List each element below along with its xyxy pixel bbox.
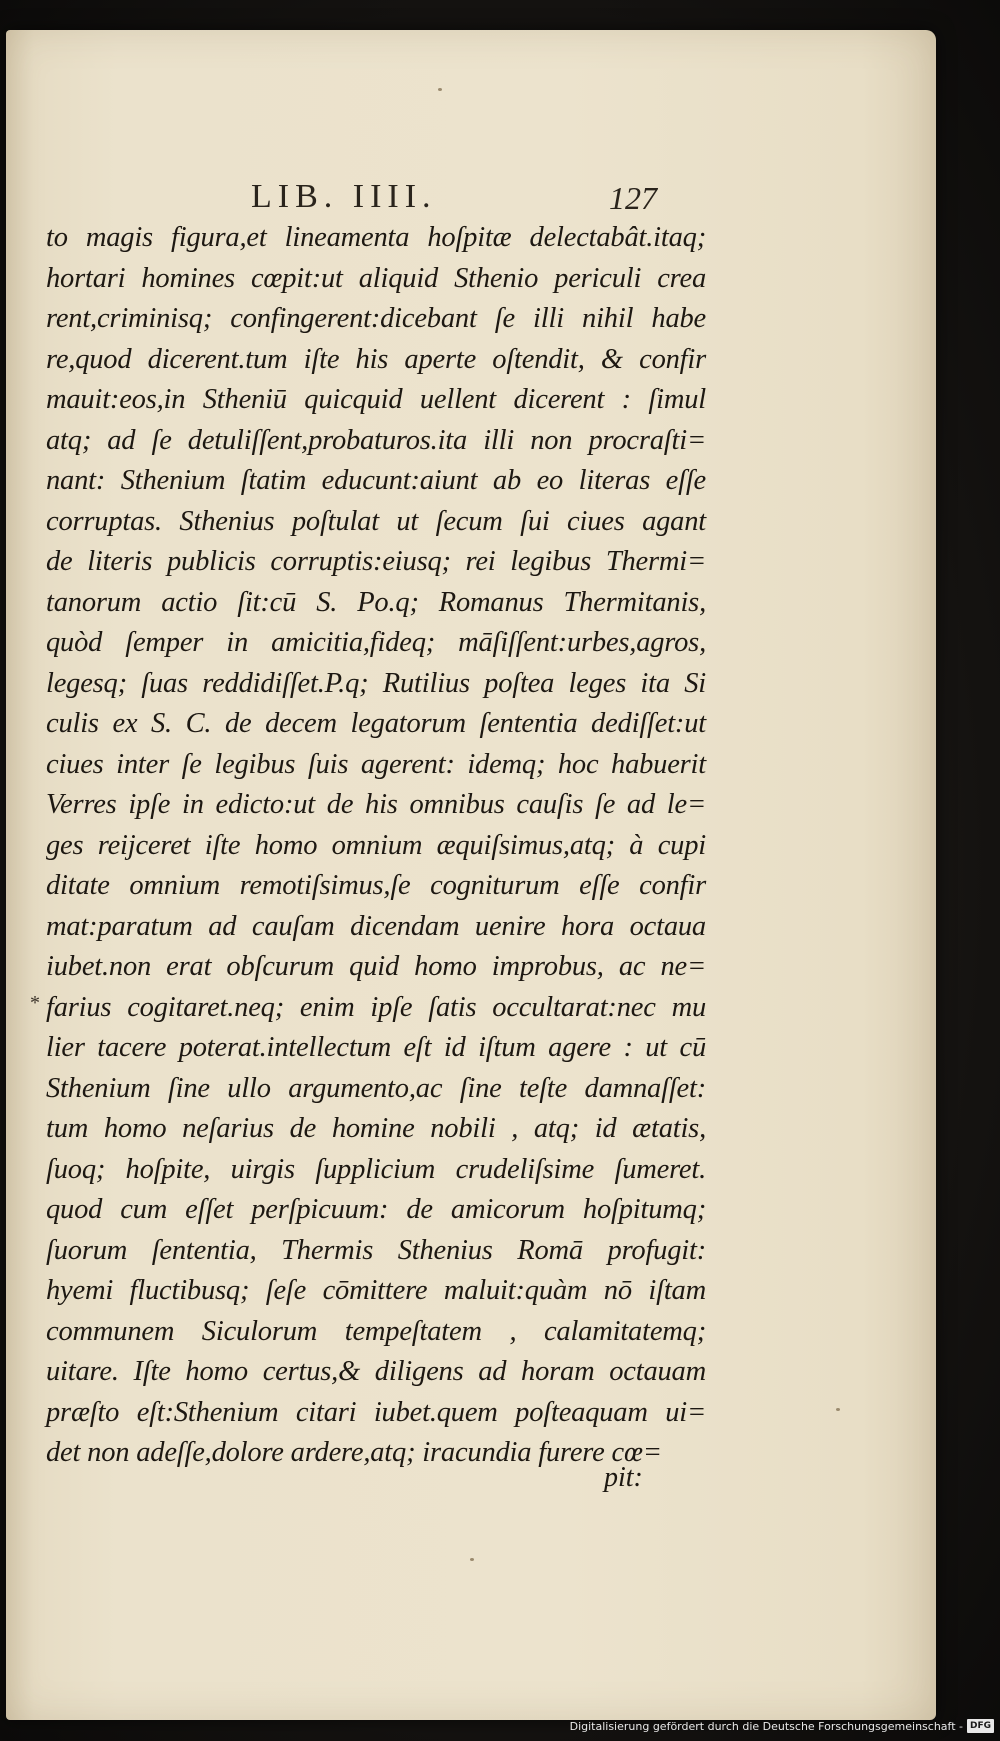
text-line: corruptas. Sthenius poſtulat ut ſecum ſui ciues agant	[46, 505, 706, 537]
text-line: farius cogitaret.neq; enim ipſe ſatis occultarat:nec mu	[46, 991, 706, 1023]
margin-mark: *	[30, 992, 40, 1014]
digitization-credit	[570, 1717, 994, 1735]
text-line: ditate omnium remotiſsimus,ſe cogniturum eſſe confir	[46, 870, 706, 901]
text-line: atq; ad ſe detuliſſent,probaturos.ita illi non procraſti=	[46, 424, 706, 456]
text-line: hortari homines cœpit:ut aliquid Sthenio periculi crea	[46, 262, 706, 294]
text-line: tanorum actio ſit:cū S. Po.q; Romanus Thermitanis,	[46, 586, 706, 618]
text-line: mauit:eos,in Stheniū quicquid uellent dicerent : ſimul	[46, 384, 706, 415]
credit-text: Digitalisierung gefördert durch die Deutsche Forschungsgemeinschaft -	[569, 1719, 963, 1733]
dfg-logo-icon: DFG	[967, 1719, 994, 1733]
text-line: det non adeſſe,dolore ardere,atq; iracundia furere cœ=	[46, 1437, 662, 1468]
paper-speck	[836, 1408, 840, 1411]
text-line: rent,criminisq; confingerent:dicebant ſe illi nihil habe	[46, 303, 706, 334]
page-header	[46, 178, 696, 214]
text-line: præſto eſt:Sthenium citari iubet.quem poſteaquam ui=	[46, 1396, 706, 1428]
text-line: ſuoq; hoſpite, uirgis ſupplicium crudeliſsime ſumeret.	[46, 1153, 706, 1185]
text-line: iubet.non erat obſcurum quid homo improbus, ac ne=	[46, 951, 706, 982]
text-line: de literis publicis corruptis:eiusq; rei legibus Thermi=	[46, 546, 706, 577]
text-line: Verres ipſe in edicto:ut de his omnibus cauſis ſe ad le=	[46, 789, 706, 820]
catchword: pit:	[604, 1462, 643, 1493]
text-line: nant: Sthenium ſtatim educunt:aiunt ab eo literas eſſe	[46, 465, 706, 496]
text-line: quod cum eſſet perſpicuum: de amicorum hoſpitumq;	[46, 1194, 706, 1225]
text-line: legesq; ſuas reddidiſſet.P.q; Rutilius poſtea leges ita Si	[46, 667, 706, 699]
text-line: mat:paratum ad cauſam dicendam uenire hora octaua	[46, 910, 706, 942]
text-line: ges reijceret iſte homo omnium æquiſsimus,atq; à cupi	[46, 829, 706, 861]
text-line: quòd ſemper in amicitia,fideq; māſiſſent:urbes,agros,	[46, 627, 706, 658]
book-page	[6, 30, 936, 1720]
text-line: culis ex S. C. de decem legatorum ſententia dediſſet:ut	[46, 708, 706, 739]
text-block	[46, 218, 706, 1474]
text-line: tum homo neſarius de homine nobili , atq; id ætatis,	[46, 1113, 706, 1144]
text-line: Sthenium ſine ullo argumento,ac ſine teſte damnaſſet:	[46, 1072, 706, 1104]
text-line: to magis figura,et lineamenta hoſpitæ delectabât.itaq;	[46, 222, 706, 253]
text-line: communem Siculorum tempeſtatem , calamitatemq;	[46, 1315, 706, 1347]
text-line: re,quod dicerent.tum iſte his aperte oſtendit, & confir	[46, 343, 706, 375]
paper-speck	[470, 1558, 474, 1561]
folio-number: 127	[609, 180, 657, 216]
running-head: LIB. IIII.	[251, 178, 437, 215]
text-line: lier tacere poterat.intellectum eſt id iſtum agere : ut cū	[46, 1032, 706, 1063]
paper-speck	[438, 88, 442, 91]
text-line: ciues inter ſe legibus ſuis agerent: idemq; hoc habuerit	[46, 748, 706, 780]
text-line: hyemi fluctibusq; ſeſe cōmittere maluit:quàm nō iſtam	[46, 1275, 706, 1306]
text-line: uitare. Iſte homo certus,& diligens ad horam octauam	[46, 1356, 706, 1387]
text-line: ſuorum ſententia, Thermis Sthenius Romā profugit:	[46, 1234, 706, 1266]
